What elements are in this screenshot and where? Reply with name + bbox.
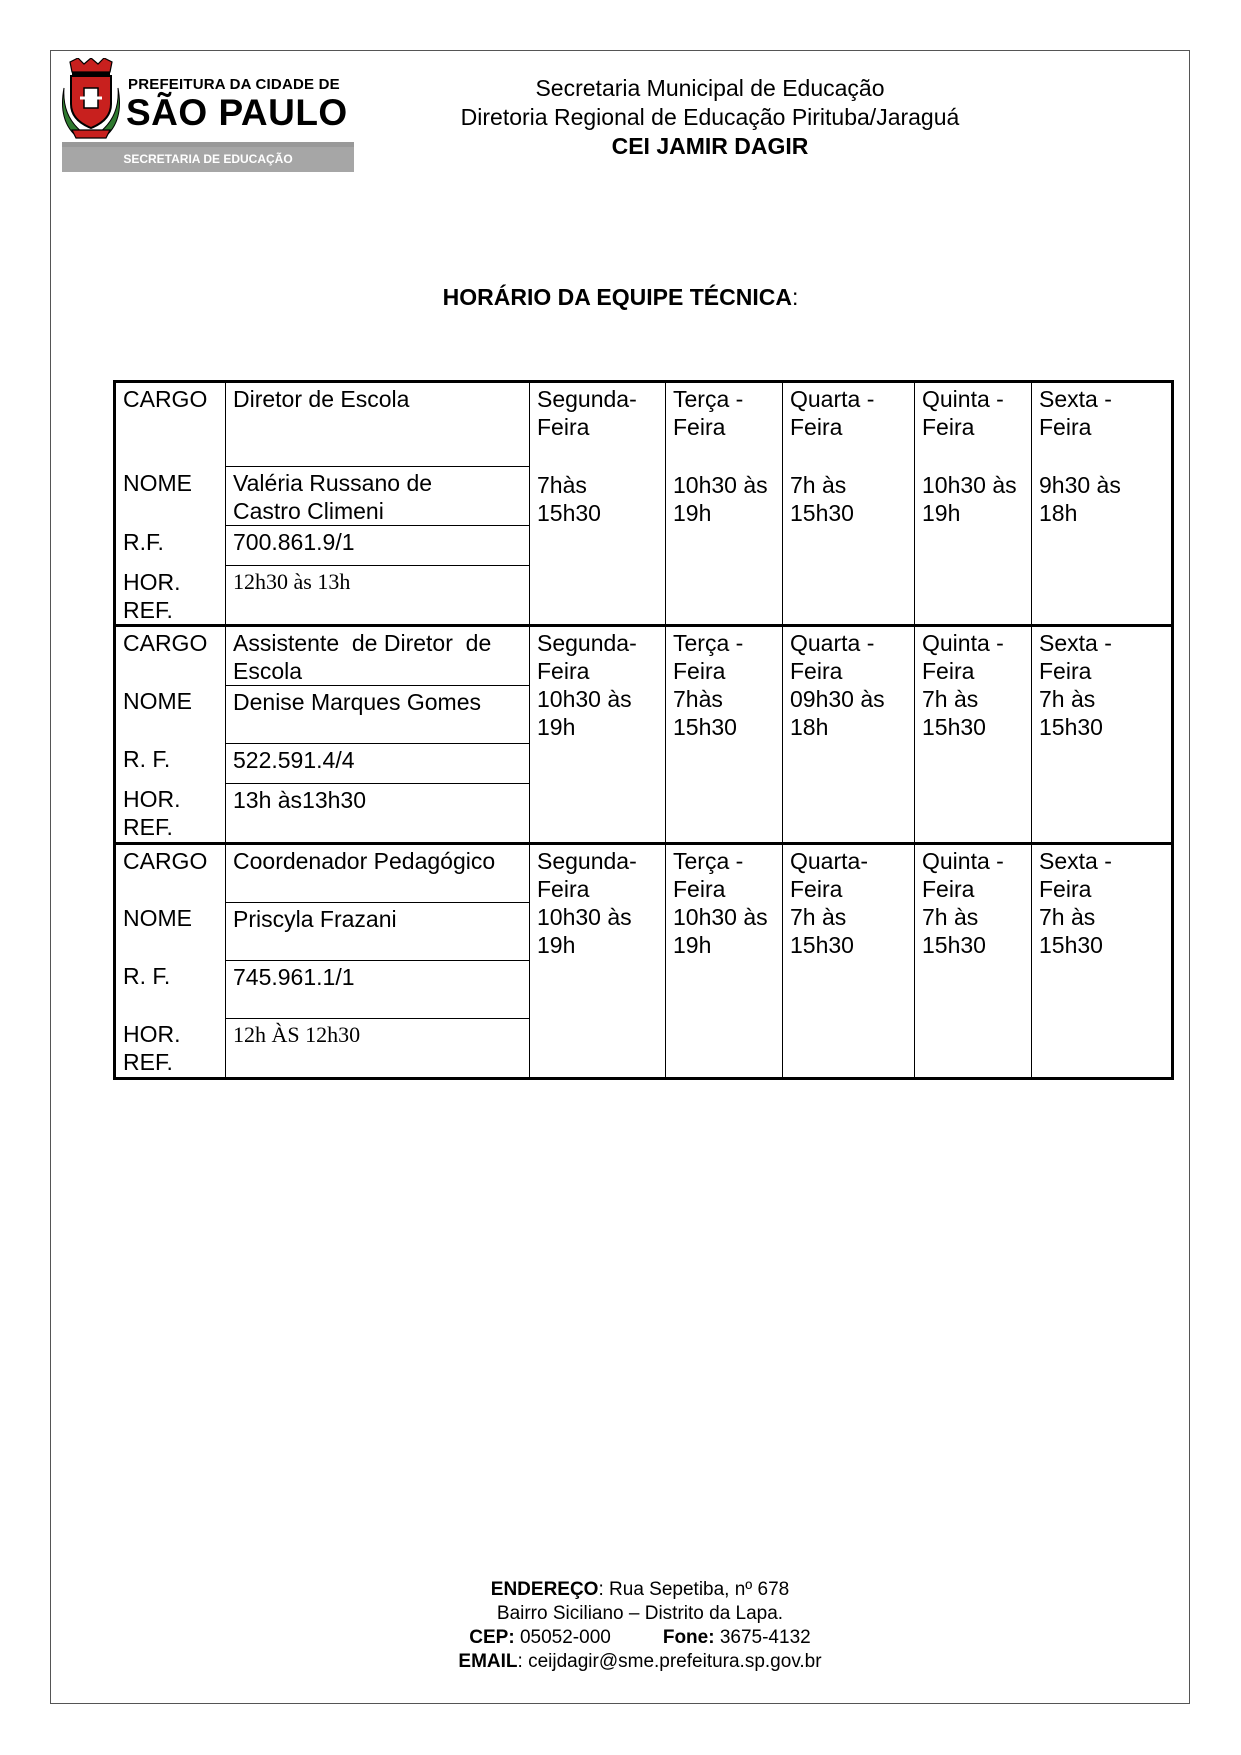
table-row bbox=[115, 382, 1173, 467]
nome-label: NOME bbox=[115, 902, 226, 960]
day-cell: Quinta - Feira 7h às 15h30 bbox=[915, 843, 1032, 1078]
cargo-value: Diretor de Escola bbox=[226, 382, 530, 467]
rf-label: R.F. bbox=[115, 526, 226, 566]
day-cell: Sexta - Feira 7h às 15h30 bbox=[1032, 625, 1173, 843]
hor-ref-label: HOR. REF. bbox=[115, 566, 226, 626]
day-cell: Quarta - Feira 09h30 às 18h bbox=[783, 625, 915, 843]
cargo-label: CARGO bbox=[115, 843, 226, 902]
cargo-value: Coordenador Pedagógico bbox=[226, 843, 530, 902]
header-line1: Secretaria Municipal de Educação bbox=[535, 75, 885, 101]
section-title-suffix: : bbox=[791, 284, 799, 310]
section-title-text: HORÁRIO DA EQUIPE TÉCNICA bbox=[442, 284, 792, 310]
logo-line1: PREFEITURA DA CIDADE DE bbox=[128, 76, 340, 93]
hor-ref-label: HOR. REF. bbox=[115, 783, 226, 843]
header-school-name: CEI JAMIR DAGIR bbox=[611, 133, 809, 159]
logo-line2: SÃO PAULO bbox=[126, 92, 348, 133]
day-cell: Segunda- Feira 10h30 às 19h bbox=[530, 843, 666, 1078]
day-cell: Quarta- Feira 7h às 15h30 bbox=[783, 843, 915, 1078]
nome-label: NOME bbox=[115, 467, 226, 526]
day-cell: Sexta - Feira 7h às 15h30 bbox=[1032, 843, 1173, 1078]
table-row bbox=[115, 843, 1173, 902]
day-cell: Segunda- Feira 7hàs 15h30 bbox=[530, 382, 666, 626]
rf-value: 700.861.9/1 bbox=[226, 526, 530, 566]
document-footer bbox=[0, 1578, 1241, 1674]
schedule-table bbox=[113, 380, 1174, 1080]
day-cell: Quarta - Feira 7h às 15h30 bbox=[783, 382, 915, 626]
footer-contact: CEP: 05052-000 Fone: 3675-4132 bbox=[469, 1627, 811, 1648]
cargo-label: CARGO bbox=[115, 625, 226, 685]
cargo-label: CARGO bbox=[115, 382, 226, 467]
nome-value: Valéria Russano de Castro Climeni bbox=[226, 467, 530, 526]
logo-bar: SECRETARIA DE EDUCAÇÃO bbox=[62, 147, 354, 172]
section-title bbox=[0, 284, 1241, 311]
rf-value: 522.591.4/4 bbox=[226, 743, 530, 783]
footer-address: ENDEREÇO: Rua Sepetiba, nº 678 bbox=[490, 1579, 790, 1600]
cargo-value: Assistente de Diretor de Escola bbox=[226, 625, 530, 685]
day-cell: Quinta - Feira 7h às 15h30 bbox=[915, 625, 1032, 843]
day-cell: Terça - Feira 10h30 às 19h bbox=[666, 843, 783, 1078]
nome-value: Denise Marques Gomes bbox=[226, 685, 530, 743]
hor-ref-value: 12h30 às 13h bbox=[226, 566, 530, 626]
table-row bbox=[115, 625, 1173, 685]
footer-bairro: Bairro Siciliano – Distrito da Lapa. bbox=[496, 1603, 784, 1624]
day-cell: Sexta - Feira 9h30 às 18h bbox=[1032, 382, 1173, 626]
nome-value: Priscyla Frazani bbox=[226, 902, 530, 960]
coat-of-arms-icon bbox=[62, 58, 120, 140]
header-line2: Diretoria Regional de Educação Pirituba/Jaraguá bbox=[460, 104, 960, 130]
prefeitura-logo bbox=[62, 58, 354, 172]
rf-label: R. F. bbox=[115, 743, 226, 783]
document-header bbox=[380, 74, 1040, 161]
day-cell: Terça - Feira 7hàs 15h30 bbox=[666, 625, 783, 843]
footer-email: EMAIL: ceijdagir@sme.prefeitura.sp.gov.br bbox=[458, 1651, 822, 1672]
hor-ref-value: 12h ÀS 12h30 bbox=[226, 1018, 530, 1078]
hor-ref-value: 13h às13h30 bbox=[226, 783, 530, 843]
day-cell: Terça - Feira 10h30 às 19h bbox=[666, 382, 783, 626]
rf-label: R. F. bbox=[115, 960, 226, 1018]
hor-ref-label: HOR. REF. bbox=[115, 1018, 226, 1078]
day-cell: Segunda- Feira 10h30 às 19h bbox=[530, 625, 666, 843]
rf-value: 745.961.1/1 bbox=[226, 960, 530, 1018]
day-cell: Quinta - Feira 10h30 às 19h bbox=[915, 382, 1032, 626]
nome-label: NOME bbox=[115, 685, 226, 743]
